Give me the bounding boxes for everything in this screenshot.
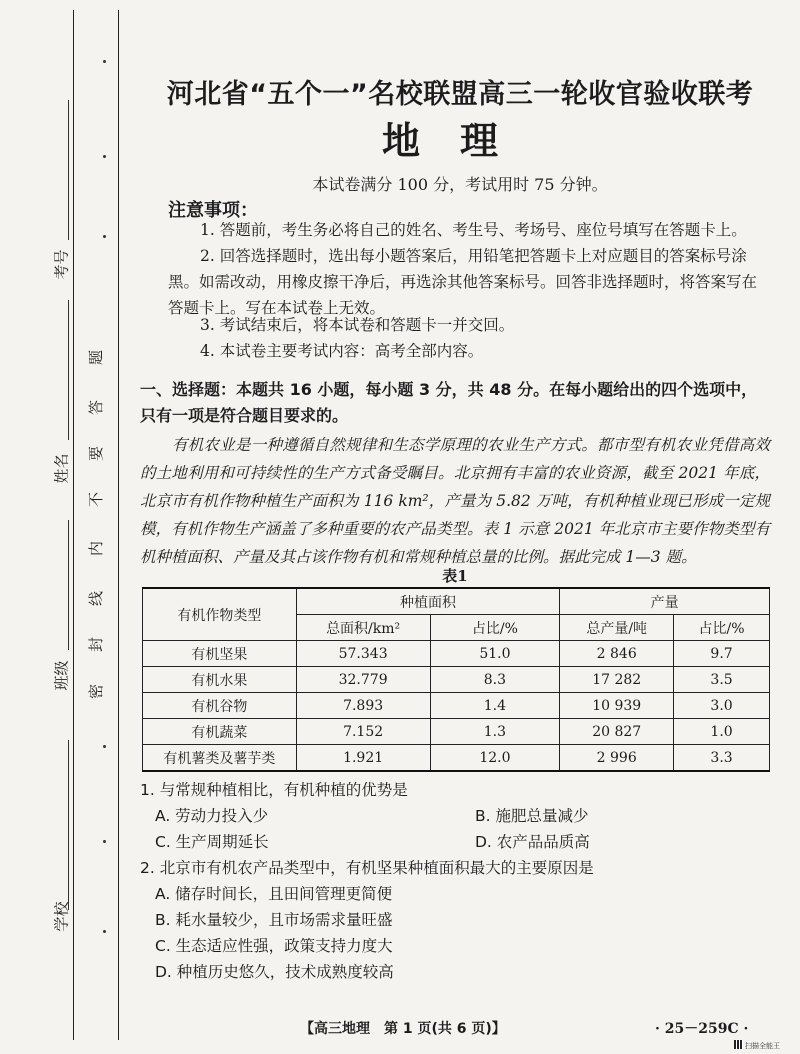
section-intro: 有机农业是一种遵循自然规律和生态学原理的农业生产方式。都市型有机农业凭借高效的土地利用和可持续性的生产方式备受瞩目。北京拥有丰富的农业资源，截至 2021 年底，北京市有机作物种植生产面积为 116 km²，产量为 5.82 万吨，有机种植业现已形成一定规模，有机作物生产涵盖了多种重要的农产品类型。表 1 示意 2021 年北京市主要作物类型有机种植面积、产量及其占该作物有机和常规种植总量的比例。据此完成 1—3 题。	[140, 436, 770, 566]
notice-item: 3. 考试结束后，将本试卷和答题卡一并交回。	[200, 316, 515, 334]
table-row	[143, 745, 770, 772]
cell-area: 57.343	[296, 641, 430, 667]
cell-area-ratio: 51.0	[430, 641, 560, 667]
option-c: C. 生态适应性强，政策支持力度大	[155, 937, 393, 955]
cell-type: 有机谷物	[143, 693, 297, 719]
school-blank	[68, 740, 69, 910]
binding-line-right	[118, 10, 119, 1040]
option-a: A. 储存时间长，且田间管理更简便	[155, 885, 393, 903]
notice-heading: 注意事项：	[168, 200, 258, 221]
question-stem: 1. 与常规种植相比，有机种植的优势是	[140, 781, 408, 799]
class-label: 班级	[52, 660, 71, 691]
cell-yield-ratio: 3.5	[674, 667, 770, 693]
exam-code: · 25－259C ·	[655, 1021, 749, 1037]
cell-area: 7.152	[296, 719, 430, 745]
exam-no-label: 考号	[52, 249, 71, 280]
section-heading: 一、选择题：本题共 16 小题，每小题 3 分，共 48 分。在每小题给出的四个选项中，只有一项是符合题目要求的。	[140, 380, 758, 425]
group-header-yield: 产量	[560, 588, 770, 615]
cell-yield-ratio: 9.7	[674, 641, 770, 667]
option-a: A. 劳动力投入少	[155, 807, 269, 825]
cell-area-ratio: 1.4	[430, 693, 560, 719]
table-row	[143, 693, 770, 719]
exam-info: 本试卷满分 100 分，考试用时 75 分钟。	[312, 175, 608, 194]
cell-yield-ratio: 3.3	[674, 745, 770, 772]
seal-char: 内	[87, 540, 106, 557]
cell-area: 1.921	[296, 745, 430, 772]
class-blank	[68, 520, 69, 650]
cell-area-ratio: 8.3	[430, 667, 560, 693]
table-row	[143, 641, 770, 667]
scanner-watermark: 扫描全能王	[745, 1042, 780, 1050]
seal-dot	[103, 745, 106, 748]
seal-dot	[103, 155, 106, 158]
exam-title: 河北省“五个一”名校联盟高三一轮收官验收联考	[166, 79, 754, 110]
notice-item: 1. 答题前，考生务必将自己的姓名、考生号、考场号、座位号填写在答题卡上。	[200, 221, 747, 239]
notice-item: 答题卡上。写在本试卷上无效。	[168, 299, 386, 317]
cell-area-ratio: 12.0	[430, 745, 560, 772]
cell-area: 7.893	[296, 693, 430, 719]
seal-char: 要	[87, 445, 106, 462]
notice-item: 4. 本试卷主要考试内容：高考全部内容。	[200, 342, 484, 360]
col-header-type: 有机作物类型	[143, 588, 297, 641]
cell-yield-ratio: 3.0	[674, 693, 770, 719]
qr-icon	[734, 1040, 743, 1049]
cell-yield: 20 827	[560, 719, 674, 745]
exam-no-blank	[68, 100, 69, 240]
seal-char: 题	[87, 349, 106, 366]
table-row	[143, 719, 770, 745]
question-stem: 2. 北京市有机农产品类型中，有机坚果种植面积最大的主要原因是	[140, 859, 594, 877]
group-header-area: 种植面积	[296, 588, 560, 615]
seal-char: 封	[87, 636, 106, 653]
table-row	[143, 667, 770, 693]
seal-char: 不	[87, 491, 106, 508]
name-blank	[68, 300, 69, 440]
cell-yield: 17 282	[560, 667, 674, 693]
binding-line-left	[73, 10, 74, 1040]
cell-area-ratio: 1.3	[430, 719, 560, 745]
option-b: B. 施肥总量减少	[475, 807, 589, 825]
seal-dot	[103, 60, 106, 63]
col-header-yield: 总产量/吨	[560, 615, 674, 641]
cell-area: 32.779	[296, 667, 430, 693]
option-b: B. 耗水量较少，且市场需求量旺盛	[155, 911, 393, 929]
option-c: C. 生产周期延长	[155, 833, 269, 851]
cell-yield: 2 846	[560, 641, 674, 667]
notice-item: 黑。如需改动，用橡皮擦干净后，再选涂其他答案标号。回答非选择题时，将答案写在	[168, 273, 758, 291]
data-table	[142, 587, 770, 772]
seal-char: 密	[87, 683, 106, 700]
school-label: 学校	[52, 901, 71, 932]
option-d: D. 农产品品质高	[475, 833, 590, 851]
col-header-area-ratio: 占比/%	[430, 615, 560, 641]
page-footer: 【高三地理 第 1 页(共 6 页)】	[300, 1021, 506, 1037]
seal-dot	[103, 930, 106, 933]
cell-type: 有机水果	[143, 667, 297, 693]
cell-type: 有机坚果	[143, 641, 297, 667]
cell-yield-ratio: 1.0	[674, 719, 770, 745]
name-label: 姓名	[52, 453, 71, 484]
cell-yield: 2 996	[560, 745, 674, 772]
seal-char: 答	[87, 399, 106, 416]
option-d: D. 种植历史悠久，技术成熟度较高	[155, 963, 394, 981]
col-header-area: 总面积/km²	[296, 615, 430, 641]
cell-type: 有机蔬菜	[143, 719, 297, 745]
cell-yield: 10 939	[560, 693, 674, 719]
seal-dot	[103, 840, 106, 843]
seal-char: 线	[87, 590, 106, 607]
cell-type: 有机薯类及薯芋类	[143, 745, 297, 772]
col-header-yield-ratio: 占比/%	[674, 615, 770, 641]
notice-item: 2. 回答选择题时，选出每小题答案后，用铅笔把答题卡上对应题目的答案标号涂	[200, 247, 747, 265]
subject-title: 地理	[381, 119, 538, 163]
table-caption: 表1	[442, 567, 468, 585]
seal-dot	[103, 235, 106, 238]
